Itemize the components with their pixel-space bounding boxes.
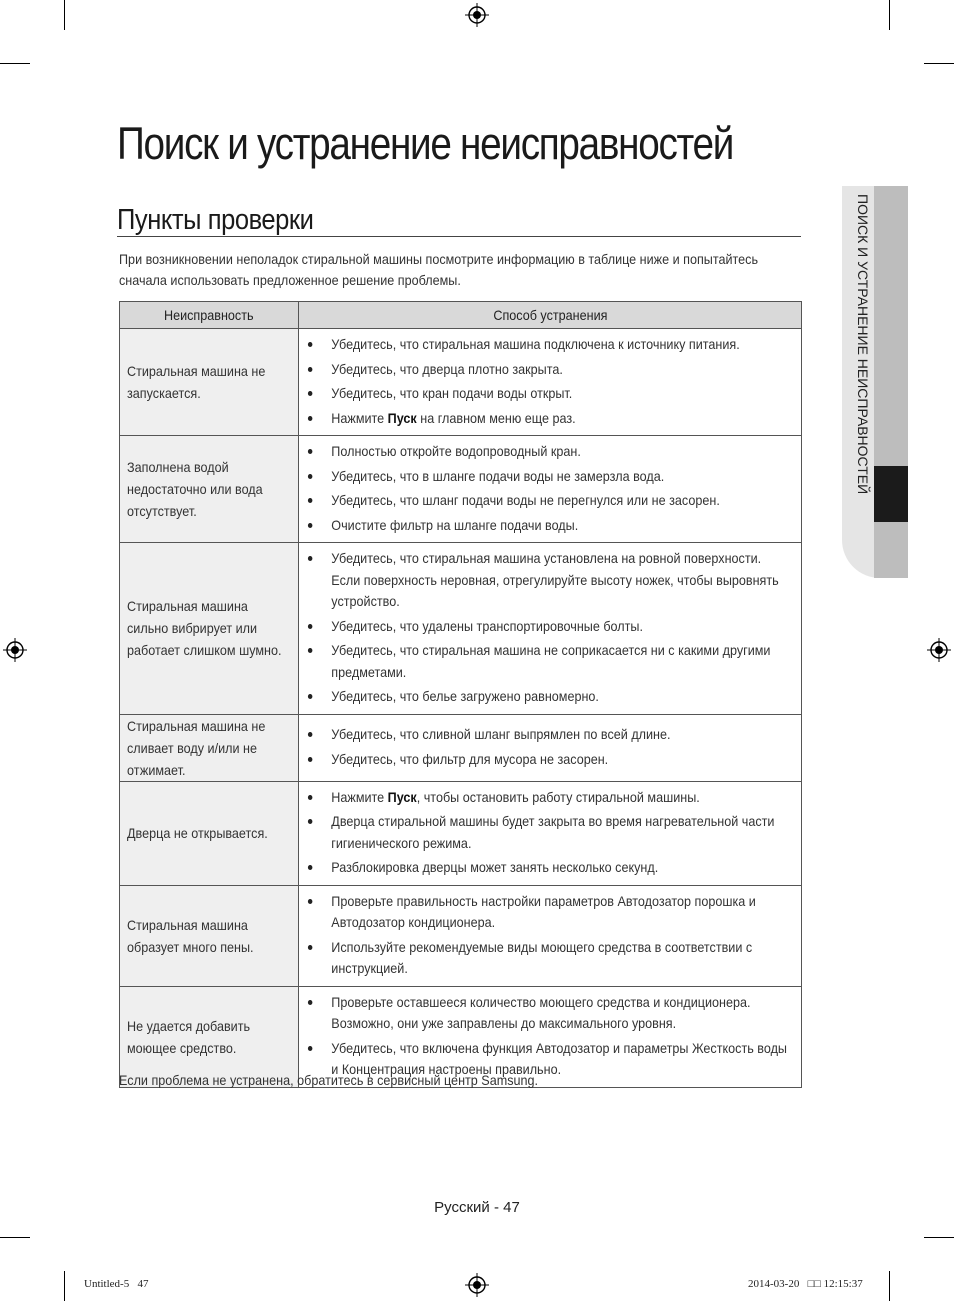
side-tab-marker (874, 466, 908, 522)
solution-text: Полностью откройте водопроводный кран. (331, 443, 581, 459)
crop-mark (924, 1237, 954, 1238)
crosshair-registration-icon (3, 638, 27, 662)
problem-text: Заполнена водой недостаточно или вода отсутствует. (127, 459, 263, 519)
solution-text: Убедитесь, что дверца плотно закрыта. (331, 360, 563, 377)
crop-mark (0, 63, 30, 64)
solution-cell (299, 714, 802, 781)
crosshair-registration-icon (465, 3, 489, 27)
table-row (120, 885, 802, 986)
solution-text: Убедитесь, что фильтр для мусора не засорен. (331, 750, 609, 767)
solution-cell (299, 543, 802, 715)
solution-item (307, 891, 793, 934)
crop-mark (924, 63, 954, 64)
solution-text: Используйте рекомендуемые виды моющего средства в соответствии с инструкцией. (331, 938, 753, 976)
solution-text: Дверца стиральной машины будет закрыта во время нагревательной части гигиенического режима. (331, 813, 775, 851)
table-row (120, 714, 802, 781)
page-title: Поиск и устранение неисправностей (117, 118, 734, 169)
solution-item (307, 334, 793, 356)
intro-paragraph: При возникновении неполадок стиральной машины посмотрите информацию в таблице ниже и попытайтесь сначала использовать предложенное решение проблемы. (119, 251, 759, 288)
solution-text: Проверьте оставшееся количество моющего средства и кондиционера. Возможно, они уже заправлены до максимального уровня. (331, 993, 751, 1031)
problem-text: Стиральная машина сильно вибрирует или работает слишком шумно. (127, 598, 282, 659)
problem-text: Не удается добавить моющее средство. (127, 1017, 251, 1056)
table-header-row (120, 302, 802, 329)
troubleshooting-table (119, 301, 802, 1088)
solution-list (307, 548, 793, 708)
solution-text: на главном меню еще раз. (416, 409, 576, 426)
solution-item (307, 441, 793, 463)
solution-text: Нажмите (331, 409, 388, 426)
solution-item (307, 515, 793, 537)
solution-item (307, 490, 793, 512)
solution-text: Убедитесь, что белье загружено равномерно. (331, 688, 599, 704)
solution-item (307, 466, 793, 488)
solution-text: Убедитесь, что кран подачи воды открыт. (331, 385, 573, 401)
solution-text: Убедитесь, что стиральная машина установлена на ровной поверхности. Если поверхность неровная, отрегулируйте высоту ножек, чтобы выровнять устройство. (331, 550, 779, 609)
crop-mark (64, 1271, 65, 1301)
solution-item (307, 686, 793, 708)
solution-text: Убедитесь, что стиральная машина не соприкасается ни с какими другими предметами. (331, 642, 771, 680)
table-row (120, 329, 802, 436)
solution-text: Нажмите (331, 788, 388, 805)
problem-text: Стиральная машина образует много пены. (127, 916, 254, 955)
footer-timestamp (748, 1278, 863, 1290)
problem-text: Стиральная машина не сливает воду и/или не отжимает. (127, 717, 266, 778)
section-divider (117, 236, 801, 237)
problem-text: Дверца не открывается. (127, 825, 268, 841)
solution-text: Убедитесь, что в шланге подачи воды не замерзла вода. (331, 467, 665, 484)
solution-text: , чтобы остановить работу стиральной машины. (416, 788, 700, 805)
crop-mark (889, 0, 890, 30)
solution-item (307, 616, 793, 638)
solution-item (307, 857, 793, 879)
solution-item (307, 749, 793, 771)
solution-list (307, 334, 793, 429)
solution-item (307, 383, 793, 405)
solution-list (307, 787, 793, 879)
solution-text: Убедитесь, что сливной шланг выпрямлен по всей длине. (331, 726, 671, 742)
button-name-emphasis: Пуск (387, 788, 417, 805)
solution-list (307, 992, 793, 1081)
crop-mark (64, 0, 65, 30)
crosshair-registration-icon (927, 638, 951, 662)
footer-file-name: Untitled-5 (84, 1278, 130, 1290)
crop-mark (0, 1237, 30, 1238)
footer-time: 12:15:37 (823, 1278, 863, 1290)
table-row (120, 436, 802, 543)
footer-file (84, 1278, 148, 1290)
problem-text: Стиральная машина не запускается. (127, 363, 266, 401)
solution-item (307, 359, 793, 381)
side-tab-label: ПОИСК И УСТРАНЕНИЕ НЕИСПРАВНОСТЕЙ (855, 194, 871, 495)
solution-cell (299, 885, 802, 986)
solution-item (307, 724, 793, 746)
page-number: Русский - 47 (434, 1199, 520, 1216)
table-row (120, 543, 802, 715)
solution-item (307, 640, 793, 683)
header-solution: Способ устранения (299, 302, 802, 329)
solution-item (307, 787, 793, 809)
section-title: Пункты проверки (117, 204, 314, 236)
solution-list (307, 441, 793, 536)
crosshair-registration-icon (465, 1273, 489, 1297)
footer-file-page: 47 (137, 1278, 149, 1290)
solution-item (307, 937, 793, 980)
problem-cell (120, 714, 299, 781)
solution-item (307, 408, 793, 430)
button-name-emphasis: Пуск (387, 409, 417, 426)
header-problem: Неисправность (120, 302, 299, 329)
solution-list (307, 891, 793, 980)
solution-text: Проверьте правильность настройки параметров Автодозатор порошка и Автодозатор кондиционера. (331, 892, 756, 930)
solution-cell (299, 436, 802, 543)
outro-note: Если проблема не устранена, обратитесь в сервисный центр Samsung. (119, 1072, 539, 1088)
solution-text: Очистите фильтр на шланге подачи воды. (331, 516, 579, 533)
solution-text: Убедитесь, что удалены транспортировочные болты. (331, 617, 643, 634)
problem-cell (120, 885, 299, 986)
solution-item (307, 548, 793, 613)
solution-text: Убедитесь, что шланг подачи воды не перегнулся или не засорен. (331, 492, 720, 508)
footer-garbled: □□ (807, 1278, 821, 1290)
solution-text: Убедитесь, что включена функция Автодозатор и параметры Жесткость воды и Концентрация настроены правильно. (331, 1039, 787, 1077)
solution-item (307, 992, 793, 1035)
footer-date: 2014-03-20 (748, 1278, 800, 1290)
table-row (120, 781, 802, 885)
solution-cell (299, 781, 802, 885)
solution-item (307, 811, 793, 854)
problem-cell (120, 781, 299, 885)
problem-cell (120, 543, 299, 715)
solution-cell (299, 329, 802, 436)
crop-mark (889, 1271, 890, 1301)
solution-text: Убедитесь, что стиральная машина подключена к источнику питания. (331, 336, 740, 352)
problem-cell (120, 436, 299, 543)
problem-cell (120, 329, 299, 436)
solution-list (307, 724, 793, 770)
solution-text: Разблокировка дверцы может занять несколько секунд. (331, 859, 659, 875)
